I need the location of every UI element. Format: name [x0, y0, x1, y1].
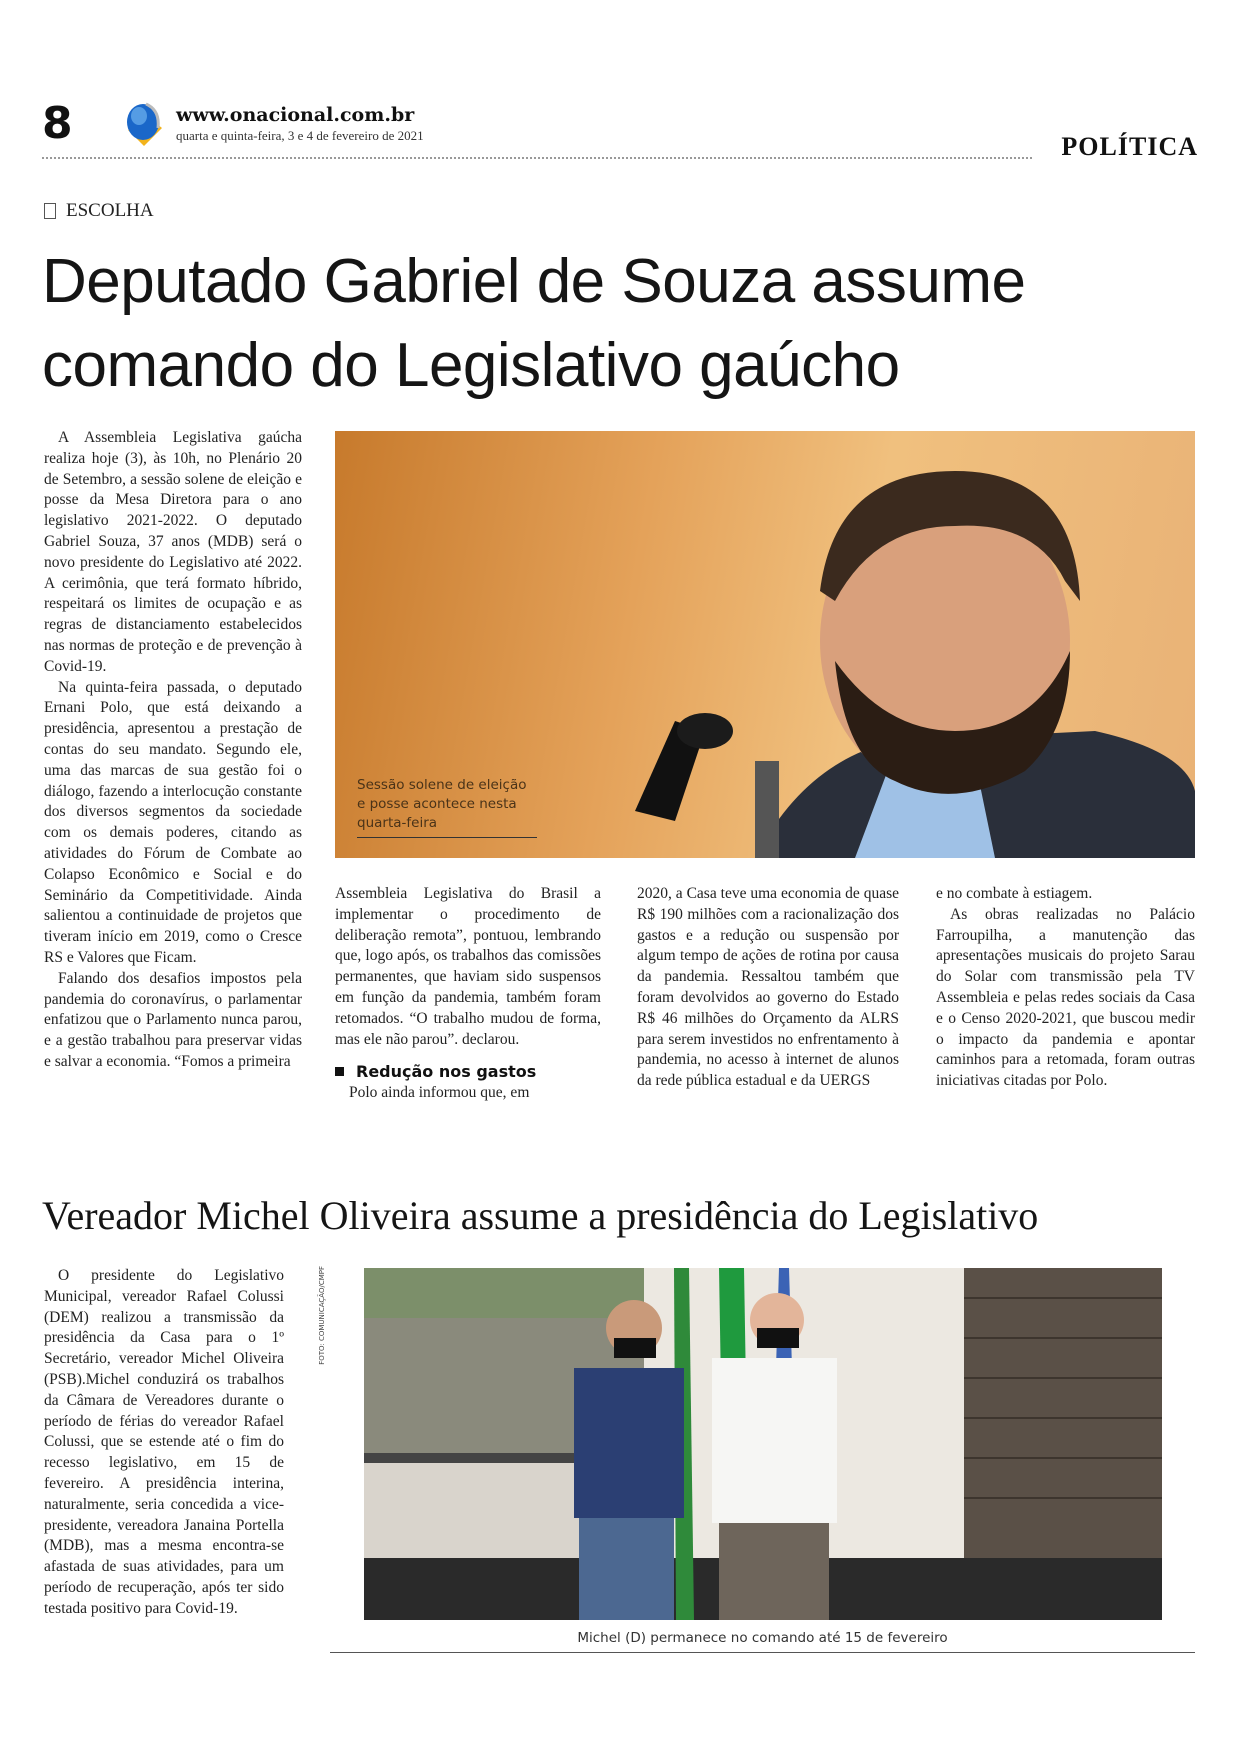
article-column-2 [335, 884, 601, 1104]
article-column-3 [637, 884, 899, 1092]
paragraph: A Assembleia Legislativa gaúcha realiza hoje (3), às 10h, no Plenário 20 de Setembro, a sessão solene de eleição e posse da Mesa Diretora para o ano legislativo 2021-2022. O deputado Gabriel Souza, 37 anos (MDB) será o novo presidente do Legislativo até 2022. A cerimônia, que terá formato híbrido, respeitará os limites de ocupação e as regras de distanciamento estabelecidos nas normas de proteção e de prevenção à Covid-19. [44, 429, 302, 675]
paragraph: As obras realizadas no Palácio Farroupilha, a manutenção das apresentações musicais do projeto Sarau do Solar com transmissão pela TV Assembleia e pelas redes sociais da Casa e o Censo 2020-2021, que buscou medir o impacto da pandemia e apontar caminhos para a retomada, foram outras iniciativas citadas por Polo. [936, 905, 1195, 1090]
photo-illustration [364, 1268, 1162, 1620]
headline-2: Vereador Michel Oliveira assume a presidência do Legislativo [42, 1193, 1039, 1238]
site-url: www.onacional.com.br [176, 104, 415, 126]
document-icon [44, 203, 56, 219]
photo-michel-oliveira [364, 1268, 1162, 1620]
paragraph: Assembleia Legislativa do Brasil a implementar o procedimento de deliberação remota”, pontuou, lembrando que, logo após, os trabalhos das comissões permanentes, que haviam sido suspensos em função da pandemia, também foram retomados. “O trabalho mudou de forma, mas ele não parou”. declarou. [335, 885, 601, 1048]
article2-body [44, 1266, 284, 1620]
newspaper-logo-icon [122, 100, 166, 148]
paragraph: Falando dos desafios impostos pela pandemia do coronavírus, o parlamentar enfatizou que o Parlamento nunca parou, e a gestão trabalhou para preservar vidas e salvar a economia. “Fomos a primeira [44, 969, 302, 1070]
photo-gabriel-souza [335, 431, 1195, 858]
header-divider [42, 157, 1032, 159]
subheading [335, 1062, 601, 1081]
paragraph: Na quinta-feira passada, o deputado Ernani Polo, que está deixando a presidência, apresentou a prestação de contas do seu mandato. Segundo ele, uma das marcas de sua gestão foi o diálogo, fazendo a interlocução constante dos diversos segmentos da sociedade com os demais poderes, citando as atividades do Fórum de Combate ao Colapso Econômico e Social e do Seminário da Competitividade. Ainda salientou a continuidade de projetos que tiveram início em 2019, como o Cresce RS e Valores que Ficam. [44, 678, 302, 966]
subheading-label: Redução nos gastos [356, 1062, 537, 1082]
kicker-label: ESCOLHA [66, 200, 154, 221]
edition-date: quarta e quinta-feira, 3 e 4 de fevereiro de 2021 [176, 128, 424, 143]
article-column-1 [44, 428, 302, 1073]
paragraph: e no combate à estiagem. [936, 885, 1093, 902]
paragraph: Polo ainda informou que, em [349, 1084, 530, 1102]
section-label: POLÍTICA [1061, 132, 1198, 161]
paragraph: 2020, a Casa teve uma economia de quase R$ 190 milhões com a racionalização dos gastos e a redução ou suspensão por algum tempo de ações de rotina por causa da pandemia. Ressaltou também que foram devolvidos ao governo do Estado R$ 46 milhões do Orçamento da ALRS para serem investidos no enfrentamento à pandemia, no acesso à internet de alunos da rede pública estadual e da UERGS [637, 885, 899, 1090]
page-number: 8 [42, 98, 73, 149]
bullet-square-icon [335, 1067, 344, 1076]
photo-caption: Sessão solene de eleição e posse acontece nesta quarta-feira [357, 776, 537, 838]
article-column-4 [936, 884, 1195, 1092]
kicker [44, 200, 154, 222]
paragraph: O presidente do Legislativo Municipal, vereador Rafael Colussi (DEM) realizou a transmissão da presidência da Casa para o 1º Secretário, vereador Michel Oliveira (PSB).Michel conduzirá os trabalhos da Câmara de Vereadores durante o período de férias do vereador Rafael Colussi, que se estende até o fim do recesso legislativo, em 15 de fevereiro. A presidência interina, naturalmente, seria concedida a vice-presidente, vereadora Janaina Portella (MDB), mas a mesma encontra-se afastada de suas atividades, para um período de recuperação, após ter sido testada positivo para Covid-19. [44, 1267, 284, 1617]
photo-credit: FOTO: COMUNICAÇÃO/CMPF [318, 1266, 326, 1365]
photo-caption-2: Michel (D) permanece no comando até 15 de fevereiro [330, 1630, 1195, 1653]
headline: Deputado Gabriel de Souza assume comando do Legislativo gaúcho [42, 247, 1026, 400]
